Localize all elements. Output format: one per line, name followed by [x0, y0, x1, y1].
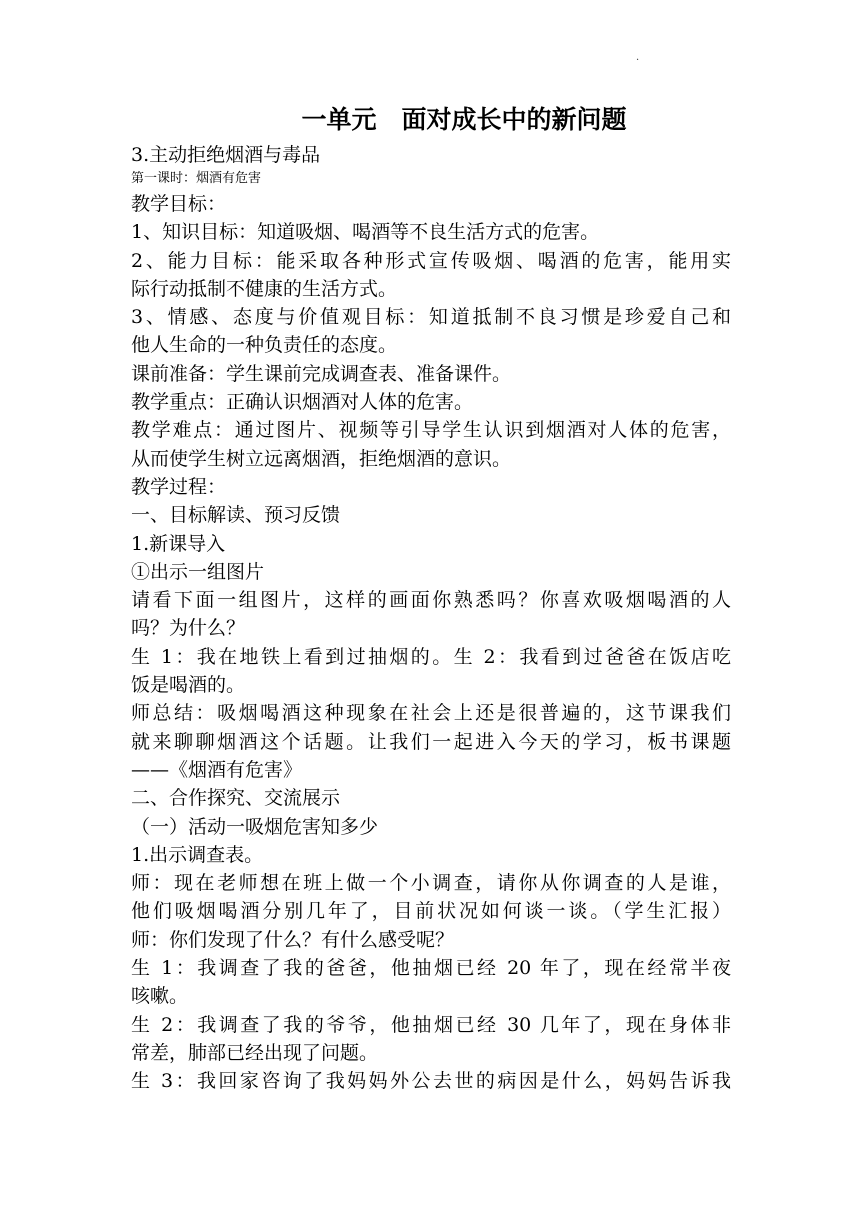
text-line: 饭是喝酒的。 [131, 674, 246, 697]
text-line: （一）活动一吸烟危害知多少 [131, 815, 379, 838]
text-line: 他们吸烟喝酒分别几年了，目前状况如何谈一谈。（学生汇报） [131, 900, 731, 923]
text-line: 生 3：我回家咨询了我妈妈外公去世的病因是什么，妈妈告诉我 [131, 1070, 731, 1093]
text-line: 教学难点：通过图片、视频等引导学生认识到烟酒对人体的危害， [131, 419, 731, 442]
text-line: 师总结：吸烟喝酒这种现象在社会上还是很普遍的，这节课我们 [131, 702, 731, 725]
text-line: 生 2：我调查了我的爷爷，他抽烟已经 30 几年了，现在身体非 [131, 1013, 731, 1036]
text-line: 课前准备：学生课前完成调查表、准备课件。 [131, 362, 512, 385]
period-title: 第一课时：烟酒有危害 [131, 171, 262, 186]
text-line: 师：你们发现了什么？有什么感受呢？ [131, 928, 455, 951]
text-line: 师：现在老师想在班上做一个小调查，请你从你调查的人是谁， [131, 872, 731, 895]
header-mark: · [636, 55, 640, 66]
text-line: 教学过程： [131, 475, 227, 498]
document-body [131, 142, 731, 1096]
text-line: 教学重点：正确认识烟酒对人体的危害。 [131, 391, 474, 414]
text-line: 1、知识目标：知道吸烟、喝酒等不良生活方式的危害。 [131, 221, 600, 244]
text-line: 2、能力目标：能采取各种形式宣传吸烟、喝酒的危害，能用实 [131, 249, 731, 272]
text-line: 吗？为什么？ [131, 617, 246, 640]
text-line: 1.新课导入 [131, 532, 226, 555]
text-line: 他人生命的一种负责任的态度。 [131, 334, 398, 357]
text-line: 请看下面一组图片，这样的画面你熟悉吗？你喜欢吸烟喝酒的人 [131, 589, 731, 612]
lesson-title: 3.主动拒绝烟酒与毒品 [131, 144, 321, 166]
text-line: ——《烟酒有危害》 [131, 758, 303, 781]
text-line: 1.出示调查表。 [131, 843, 264, 866]
section-heading: 二、合作探究、交流展示 [131, 787, 341, 810]
text-line: 咳嗽。 [131, 985, 189, 1008]
text-line: 常差，肺部已经出现了问题。 [131, 1041, 379, 1064]
text-line: 生 1：我在地铁上看到过抽烟的。生 2：我看到过爸爸在饭店吃 [131, 645, 731, 668]
text-line: 3、情感、态度与价值观目标：知道抵制不良习惯是珍爱自己和 [131, 306, 731, 329]
text-line: 教学目标： [131, 193, 227, 215]
text-line: 从而使学生树立远离烟酒，拒绝烟酒的意识。 [131, 447, 512, 470]
section-heading: 一、目标解读、预习反馈 [131, 504, 341, 527]
text-line: 际行动抵制不健康的生活方式。 [131, 277, 398, 300]
text-line: 就来聊聊烟酒这个话题。让我们一起进入今天的学习，板书课题 [131, 730, 731, 753]
text-line: 生 1：我调查了我的爸爸，他抽烟已经 20 年了，现在经常半夜 [131, 957, 731, 980]
text-line: ①出示一组图片 [131, 560, 265, 583]
unit-title: 一单元 面对成长中的新问题 [301, 105, 627, 134]
